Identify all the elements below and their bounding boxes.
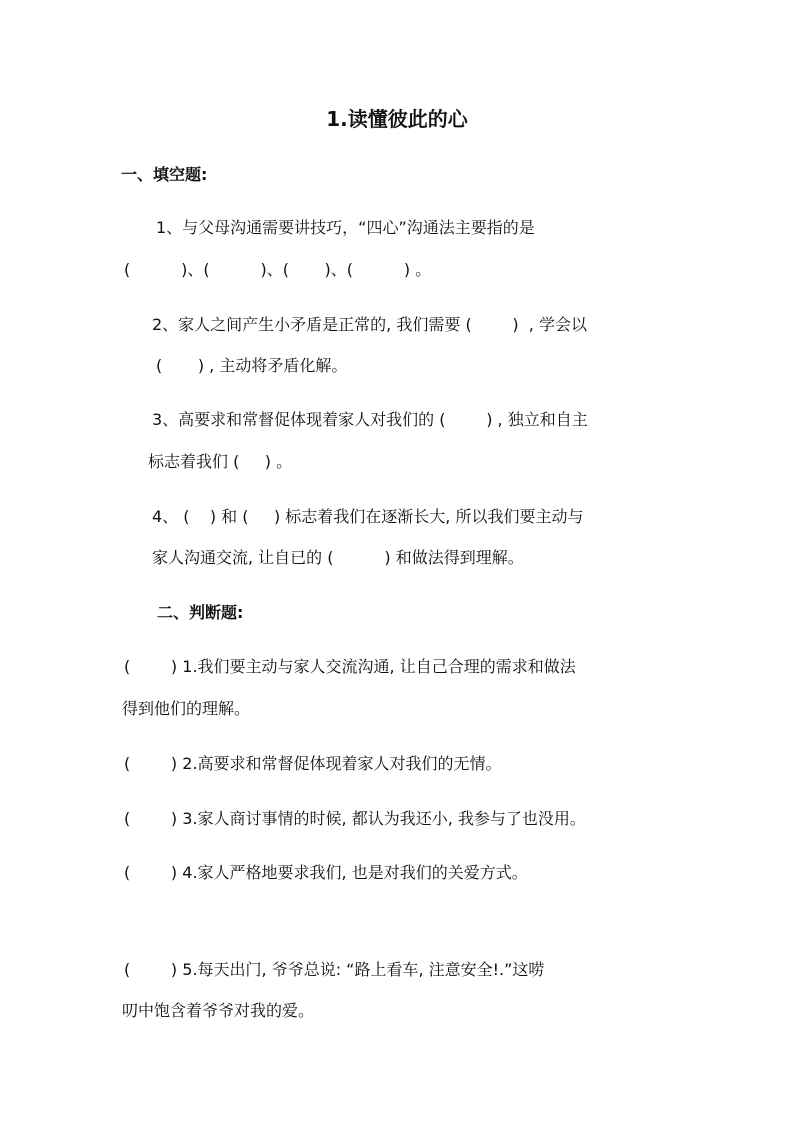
question-2-line-1: 2、家人之间产生小矛盾是正常的, 我们需要 ( ) , 学会以 <box>152 315 587 334</box>
section-heading-fill-blank: 一、填空题: <box>121 165 208 184</box>
question-3-line-1: 3、高要求和常督促体现着家人对我们的 ( ) , 独立和自主 <box>152 410 588 429</box>
question-4-line-1: 4、 ( ) 和 ( ) 标志着我们在逐渐长大, 所以我们要主动与 <box>152 507 584 526</box>
question-1-line-1: 1、与父母沟通需要讲技巧，“四心”沟通法主要指的是 <box>156 218 535 237</box>
judgment-2: ( ) 2.高要求和常督促体现着家人对我们的无情。 <box>124 754 502 773</box>
judgment-5-line-1: ( ) 5.每天出门, 爷爷总说: “路上看车, 注意安全!.”这唠 <box>124 960 545 979</box>
judgment-1-line-1: ( ) 1.我们要主动与家人交流沟通, 让自己合理的需求和做法 <box>124 657 576 676</box>
question-1-line-2: ( )、( )、( )、( ) 。 <box>124 260 432 279</box>
question-2-line-2: ( ) , 主动将矛盾化解。 <box>156 356 348 375</box>
judgment-5-line-2: 叨中饱含着爷爷对我的爱。 <box>122 1001 315 1020</box>
question-4-line-2: 家人沟通交流, 让自已的 ( ) 和做法得到理解。 <box>152 548 524 567</box>
question-3-line-2: 标志着我们 ( ) 。 <box>148 452 293 471</box>
section-heading-true-false: 二、判断题: <box>157 603 244 622</box>
judgment-3: ( ) 3.家人商讨事情的时候, 都认为我还小, 我参与了也没用。 <box>124 809 586 828</box>
judgment-4: ( ) 4.家人严格地要求我们, 也是对我们的关爱方式。 <box>124 863 528 882</box>
judgment-1-line-2: 得到他们的理解。 <box>122 699 251 718</box>
page-title: 1.读懂彼此的心 <box>326 107 468 131</box>
